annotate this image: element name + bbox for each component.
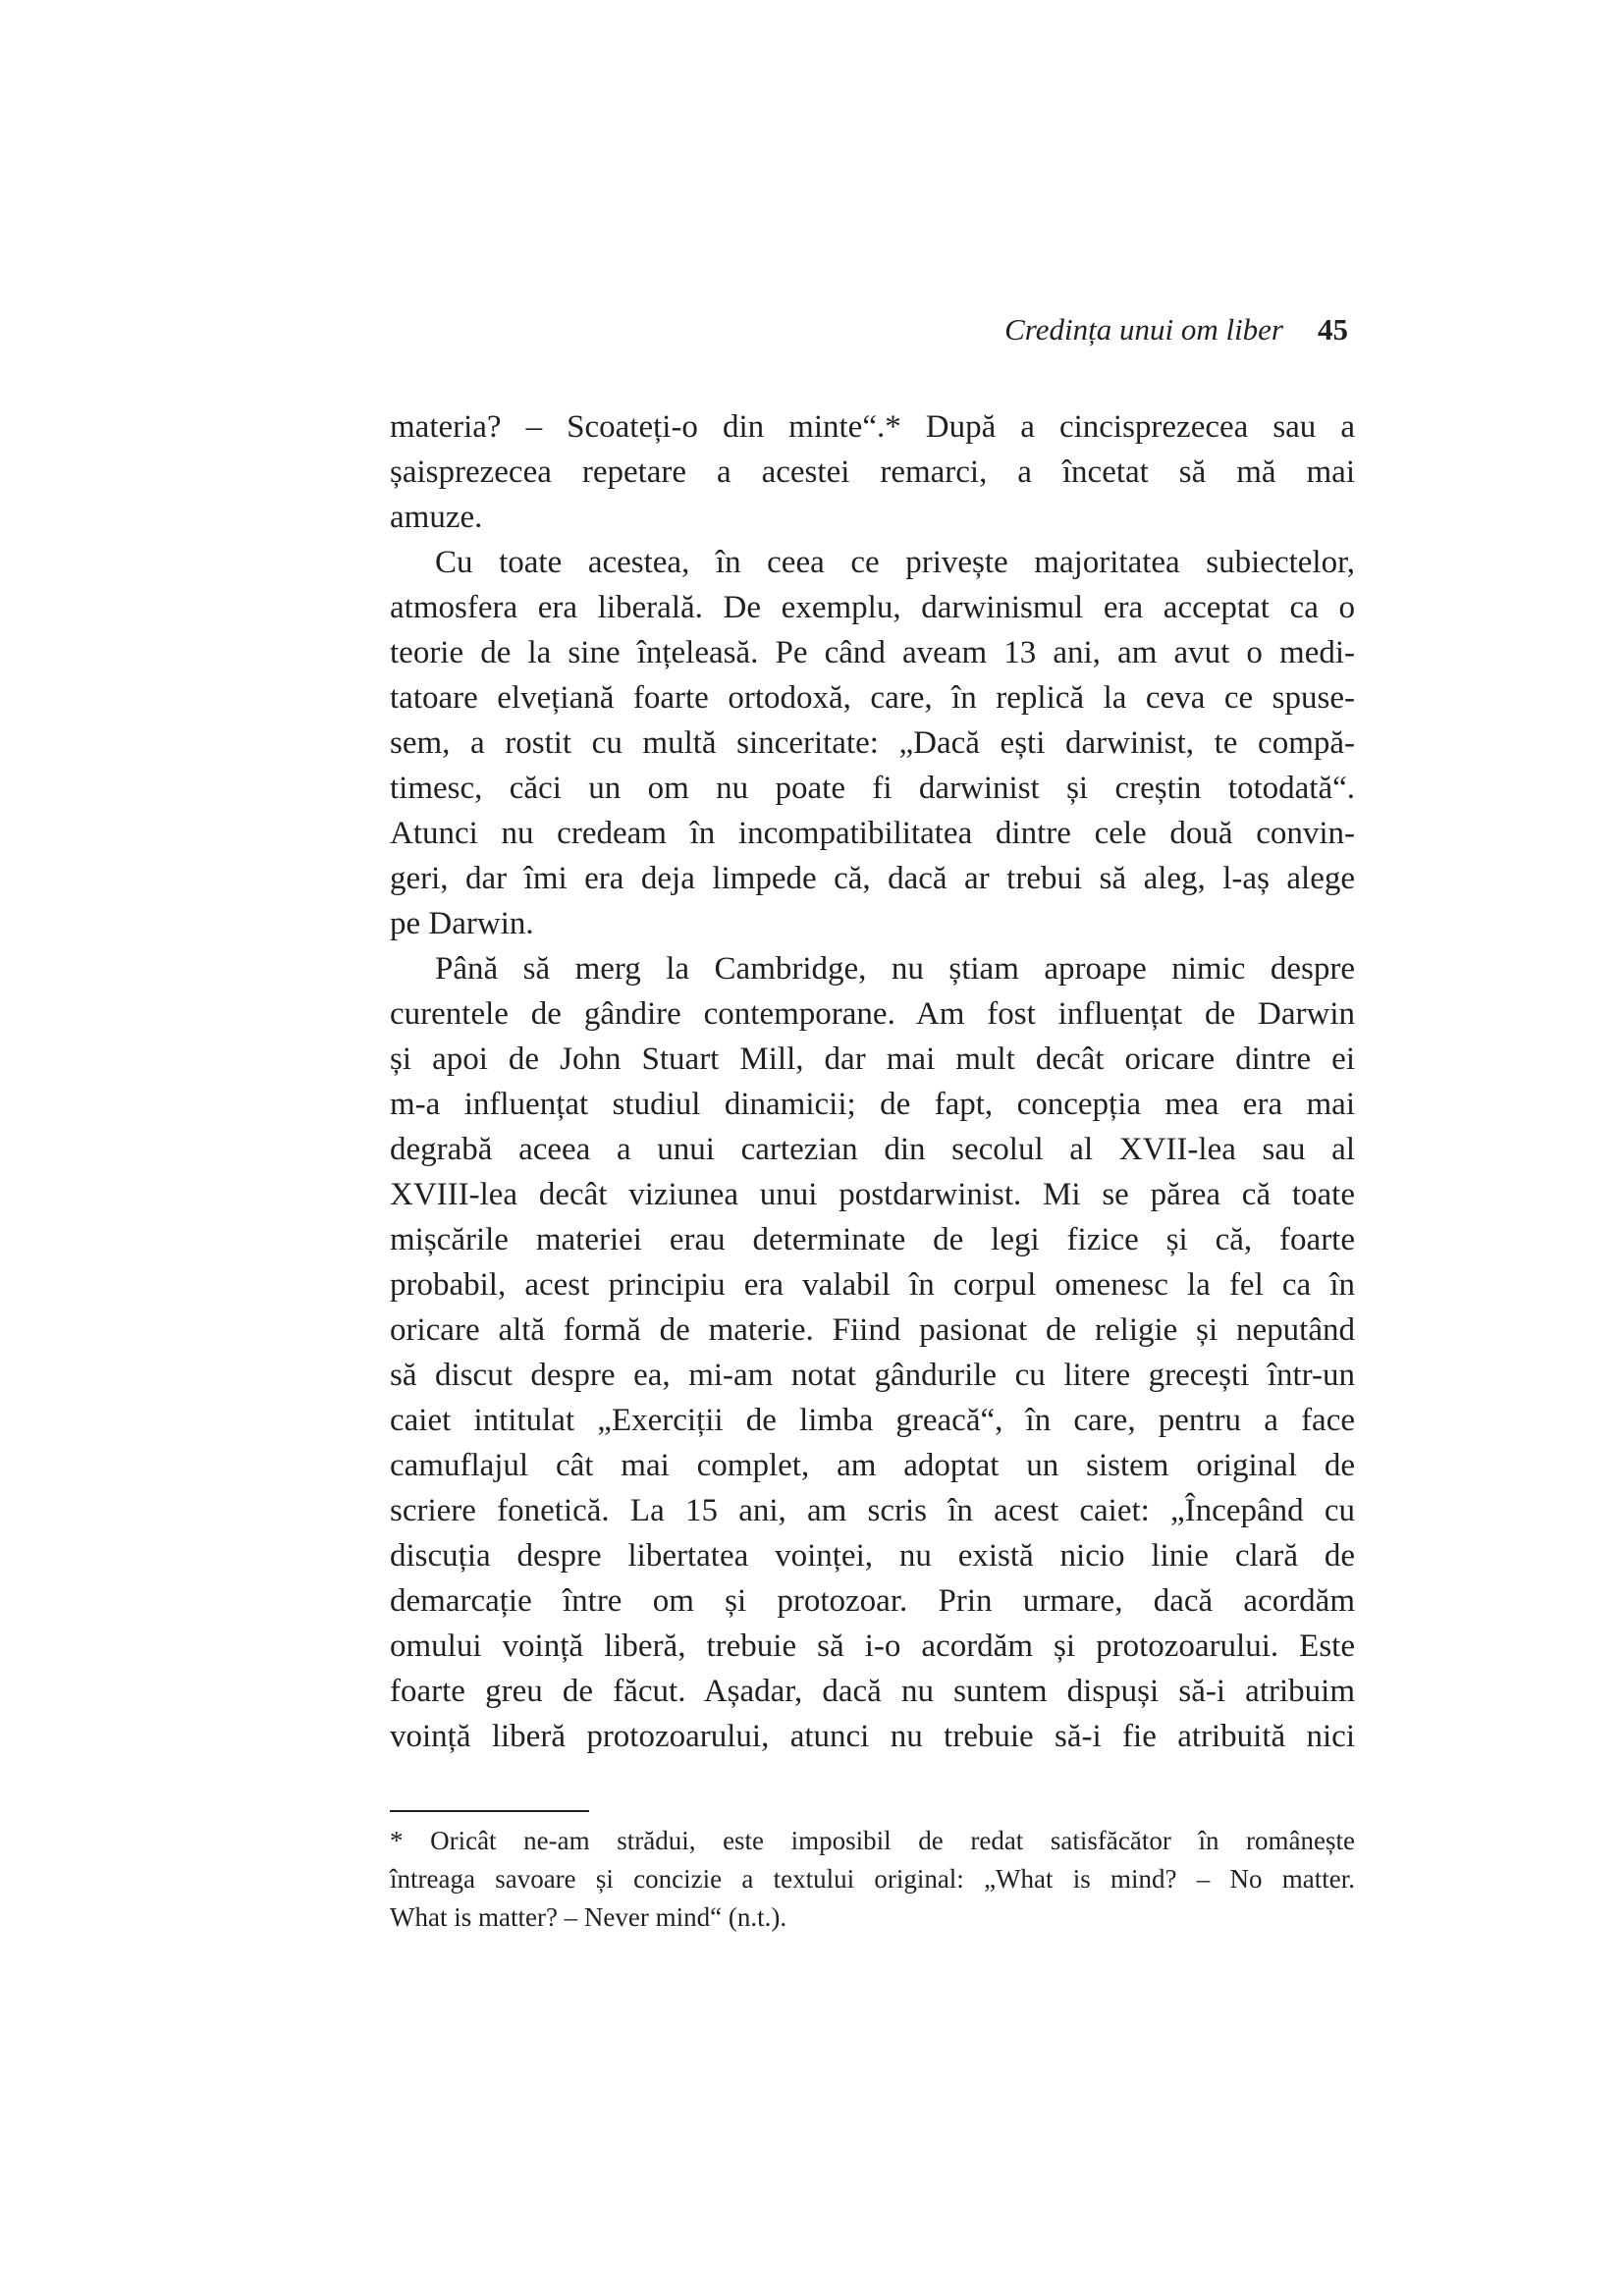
text-line: degrabă aceea a unui cartezian din secolul al XVII-lea sau al — [390, 1132, 1355, 1167]
text-line: și apoi de John Stuart Mill, dar mai mult decât oricare dintre ei — [390, 1041, 1355, 1077]
text-line: timesc, căci un om nu poate fi darwinist și creștin totodată“. — [390, 771, 1355, 806]
text-line: Până să merg la Cambridge, nu știam aproape nimic despre — [435, 951, 1355, 987]
footnote-divider — [390, 1810, 589, 1812]
text-line: scriere fonetică. La 15 ani, am scris în acest caiet: „Începând cu — [390, 1493, 1355, 1528]
text-line: tatoare elvețiană foarte ortodoxă, care, în replică la ceva ce spuse- — [390, 680, 1355, 716]
text-line: Atunci nu credeam în incompatibilitatea dintre cele două convin- — [390, 816, 1355, 851]
text-line: pe Darwin. — [390, 906, 534, 941]
text-line: materia? – Scoateți-o din minte“.* După a cincisprezecea sau a — [390, 409, 1355, 445]
page-number: 45 — [1318, 312, 1348, 347]
text-line: șaisprezecea repetare a acestei remarci, a încetat să mă mai — [390, 454, 1355, 490]
text-line: mișcările materiei erau determinate de legi fizice și că, foarte — [390, 1222, 1355, 1257]
footnote-line: întreaga savoare și concizie a textului original: „What is mind? – No matter. — [390, 1864, 1355, 1894]
text-line: omului voință liberă, trebuie să i-o acordăm și protozoarului. Este — [390, 1629, 1355, 1664]
text-line: foarte greu de făcut. Așadar, dacă nu suntem dispuși să-i atribuim — [390, 1674, 1355, 1709]
text-line: demarcație între om și protozoar. Prin urmare, dacă acordăm — [390, 1583, 1355, 1619]
text-line: Cu toate acestea, în ceea ce privește majoritatea subiectelor, — [435, 545, 1355, 580]
text-line: voință liberă protozoarului, atunci nu trebuie să-i fie atribuită nici — [390, 1719, 1355, 1754]
text-line: oricare altă formă de materie. Fiind pasionat de religie și neputând — [390, 1312, 1355, 1348]
text-line: curentele de gândire contemporane. Am fost influențat de Darwin — [390, 996, 1355, 1032]
text-line: atmosfera era liberală. De exemplu, darwinismul era acceptat ca o — [390, 590, 1355, 625]
running-title: Credința unui om liber — [1004, 312, 1283, 347]
text-line: amuze. — [390, 500, 483, 535]
text-line: probabil, acest principiu era valabil în corpul omenesc la fel ca în — [390, 1267, 1355, 1303]
footnote — [390, 1822, 1355, 1937]
text-line: caiet intitulat „Exerciții de limba greacă“, în care, pentru a face — [390, 1403, 1355, 1438]
text-line: teorie de la sine înțeleasă. Pe când aveam 13 ani, am avut o medi- — [390, 635, 1355, 670]
body-text — [390, 404, 1355, 1759]
footnote-line: * Oricât ne-am strădui, este imposibil de redat satisfăcător în românește — [390, 1826, 1355, 1855]
footnote-line: What is matter? – Never mind“ (n.t.). — [390, 1902, 787, 1932]
running-header — [943, 312, 1352, 355]
text-line: geri, dar îmi era deja limpede că, dacă ar trebui să aleg, l-aș alege — [390, 861, 1355, 896]
text-line: XVIII-lea decât viziunea unui postdarwinist. Mi se părea că toate — [390, 1177, 1355, 1212]
text-line: discuția despre libertatea voinței, nu există nicio linie clară de — [390, 1538, 1355, 1574]
text-line: sem, a rostit cu multă sinceritate: „Dacă ești darwinist, te compă- — [390, 725, 1355, 761]
text-line: camuflajul cât mai complet, am adoptat un sistem original de — [390, 1448, 1355, 1483]
text-line: să discut despre ea, mi-am notat gândurile cu litere grecești într-un — [390, 1358, 1355, 1393]
text-line: m-a influențat studiul dinamicii; de fapt, concepția mea era mai — [390, 1087, 1355, 1122]
